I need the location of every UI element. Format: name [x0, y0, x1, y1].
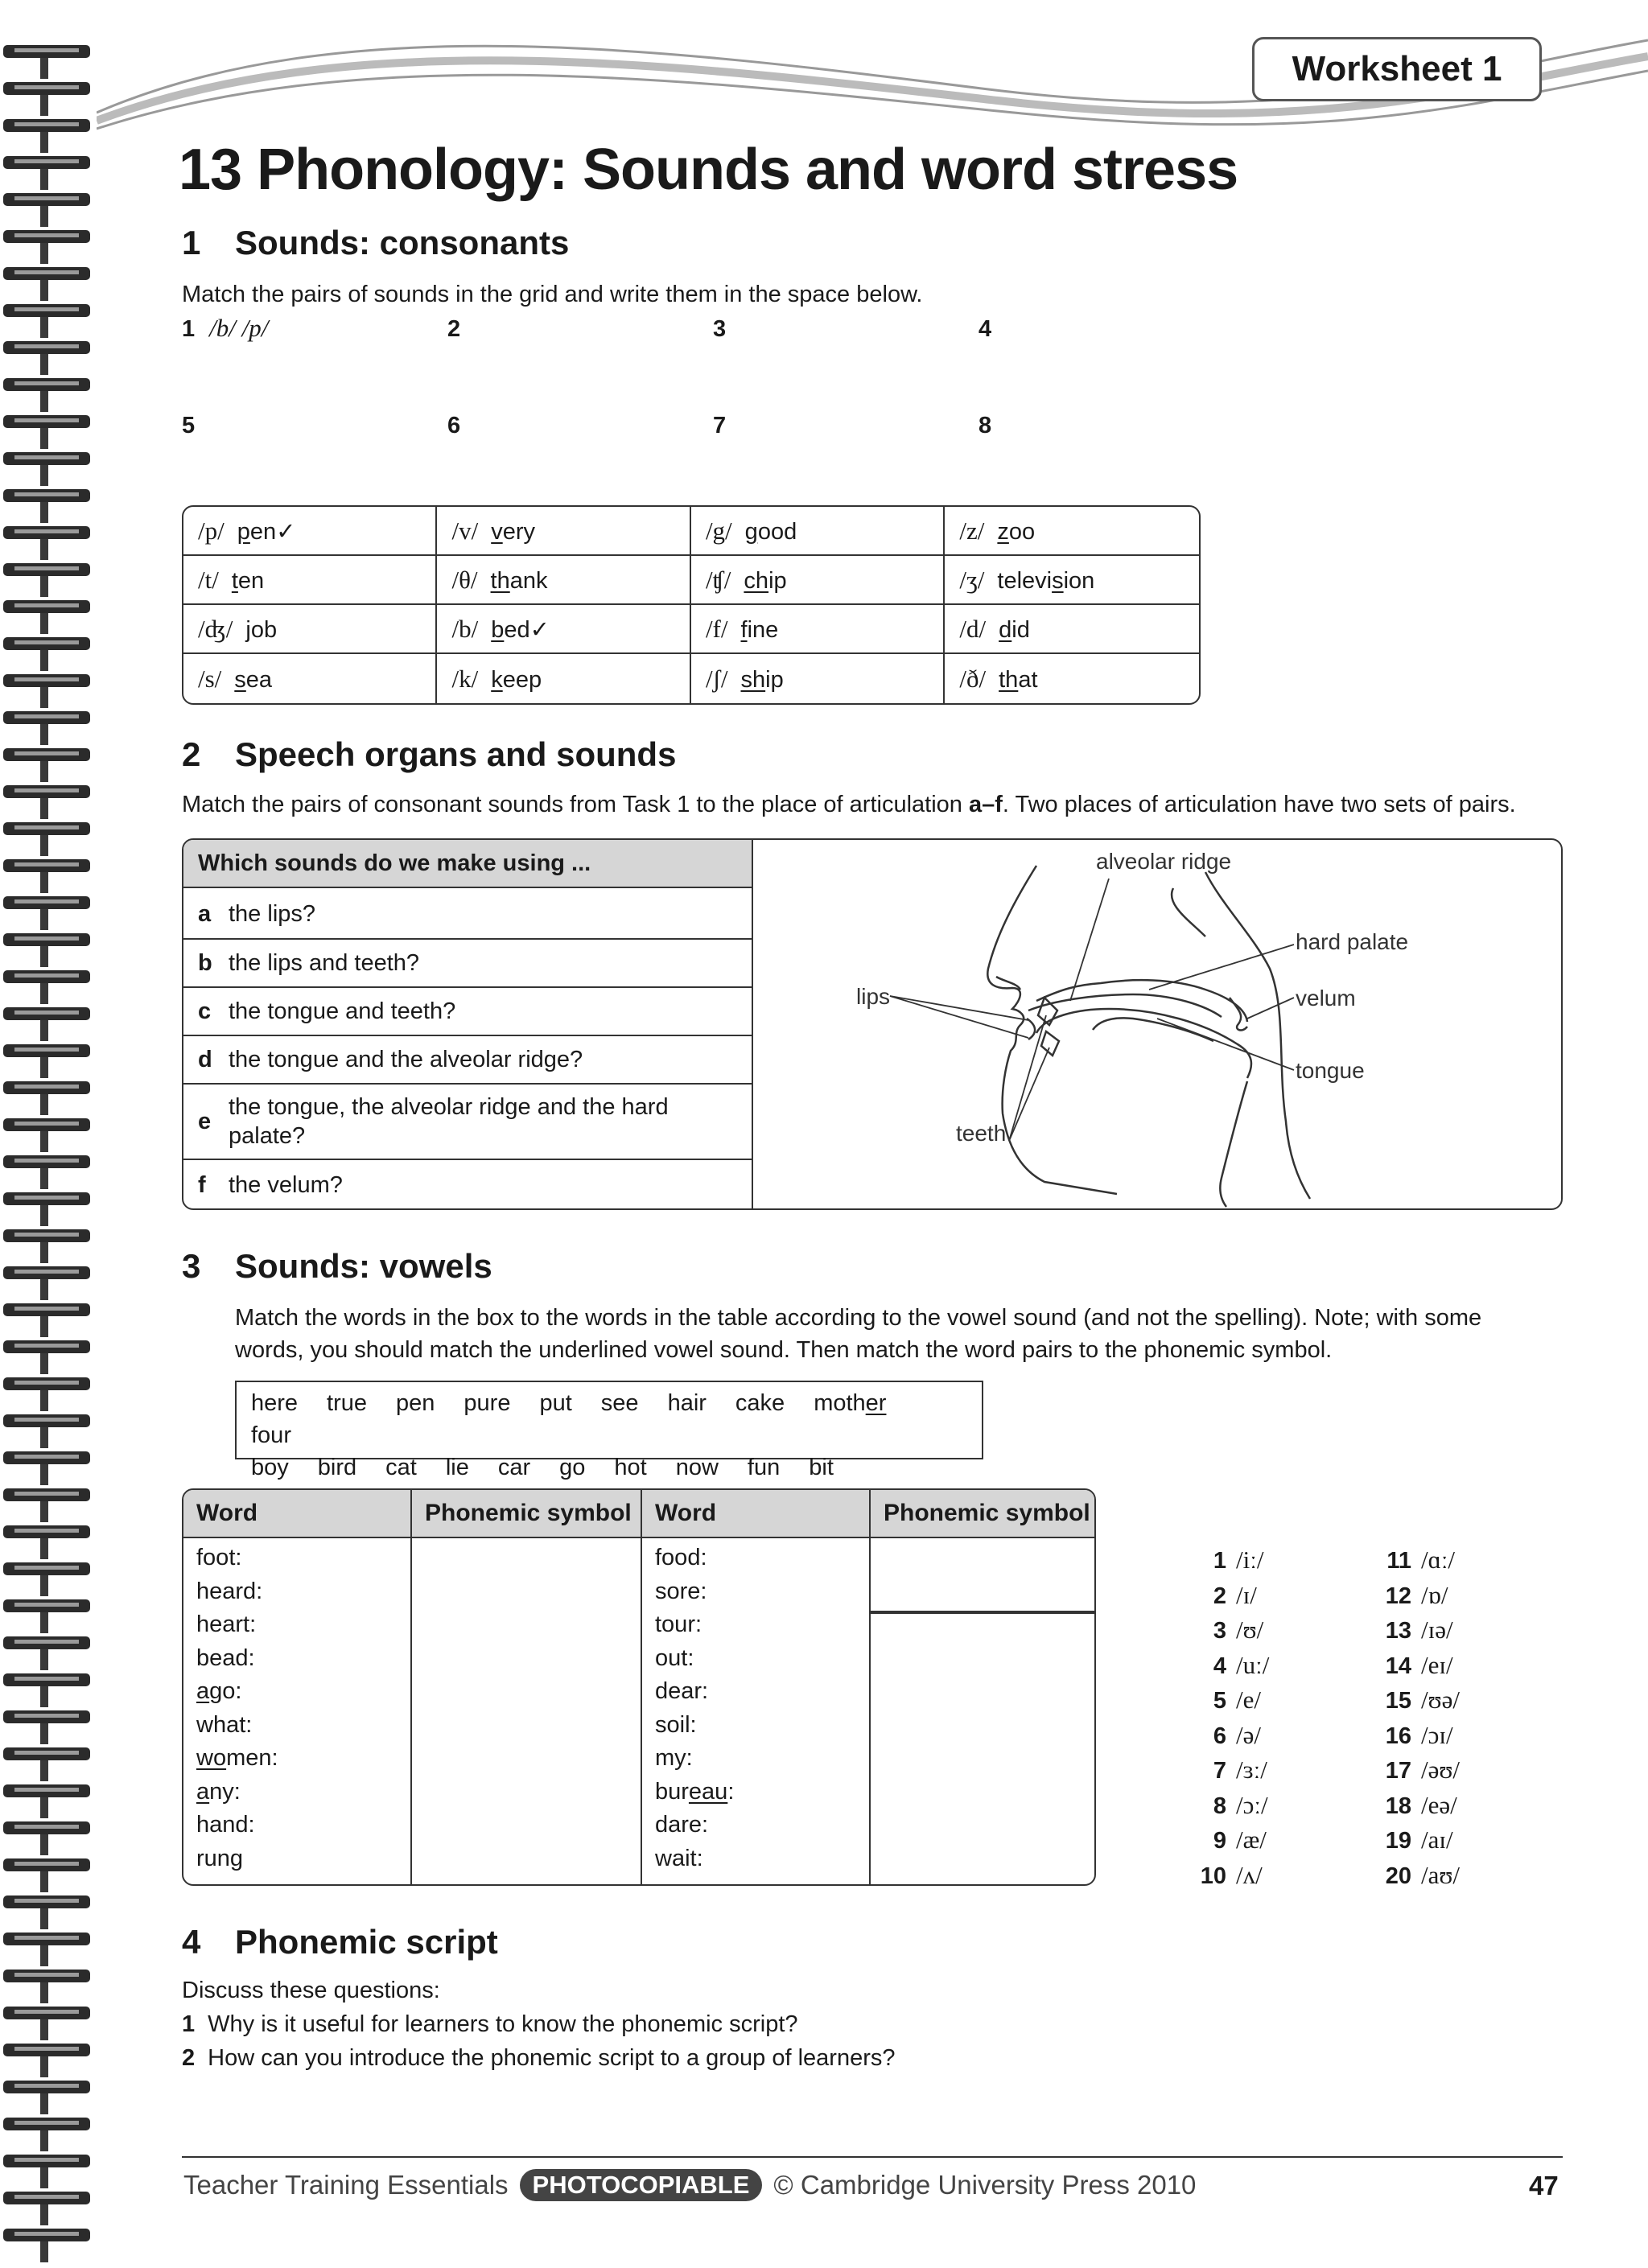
grid-cell — [183, 605, 437, 654]
box-word: bit — [809, 1455, 834, 1480]
symbol-item — [1370, 1649, 1460, 1684]
box-word: cat — [385, 1455, 417, 1480]
phonemic-symbol: /eə/ — [1421, 1790, 1457, 1819]
label-hard-palate: hard palate — [1296, 929, 1409, 954]
symbol-item — [1370, 1579, 1460, 1614]
grid-word-underlined: th — [999, 666, 1019, 693]
box-word: bird — [317, 1455, 357, 1480]
phonemic-symbol: /uː/ — [1236, 1650, 1270, 1679]
grid-word-post: oo — [1008, 518, 1036, 545]
box-word: lie — [445, 1455, 469, 1480]
symbol-item — [1194, 1579, 1269, 1614]
question-number: 2 — [182, 2045, 196, 2071]
grid-symbol: /g/ — [705, 516, 732, 545]
symbol-number: 7 — [1213, 1758, 1226, 1784]
box-word: fun — [747, 1455, 781, 1480]
grid-word-underlined: g — [744, 518, 758, 545]
grid-word-underlined: k — [491, 666, 503, 693]
section4-number: 4 — [182, 1923, 201, 1961]
underlined-vowel: a — [196, 1678, 210, 1704]
symbol-item — [1370, 1613, 1460, 1649]
section4-title: Phonemic script — [235, 1923, 498, 1961]
symbol-number: 4 — [1213, 1653, 1226, 1679]
grid-word-underlined: p — [237, 518, 250, 545]
section3-heading — [182, 1247, 492, 1286]
grid-word-post: id — [1011, 616, 1030, 643]
header-symbol-2: Phonemic symbol — [871, 1490, 1096, 1538]
grid-word-post: ank — [509, 567, 548, 594]
consonant-grid — [182, 505, 1201, 705]
section2-heading — [182, 735, 676, 774]
spiral-binding — [0, 0, 97, 2268]
symbol-number: 2 — [1213, 1583, 1226, 1609]
grid-word-underlined: th — [490, 567, 510, 594]
box-word: pen — [396, 1390, 435, 1416]
symbol-item — [1194, 1718, 1269, 1754]
row-letter: f — [198, 1172, 206, 1198]
symbol-number: 13 — [1385, 1618, 1411, 1644]
symbol-number: 14 — [1385, 1653, 1411, 1679]
symbol-number: 12 — [1385, 1583, 1411, 1609]
box-word: see — [600, 1390, 639, 1416]
box-word: hair — [667, 1390, 707, 1416]
phonemic-symbol: /əʊ/ — [1421, 1756, 1460, 1784]
table-word: my: — [655, 1745, 693, 1771]
symbol-number: 11 — [1386, 1548, 1411, 1574]
row-letter: d — [198, 1047, 212, 1072]
articulation-row-a — [183, 890, 752, 940]
table-word: rung — [196, 1845, 244, 1871]
table-word: bead: — [196, 1644, 255, 1671]
worksheet-tab: Worksheet 1 — [1252, 37, 1542, 101]
grid-word-underlined: d — [999, 616, 1012, 643]
row-letter: c — [198, 998, 212, 1024]
row-text: the lips? — [229, 901, 316, 927]
row-text: the tongue and the alveolar ridge? — [229, 1047, 583, 1072]
grid-symbol: /θ/ — [451, 565, 478, 594]
label-alveolar-ridge: alveolar ridge — [1096, 849, 1232, 874]
symbol-item — [1370, 1823, 1460, 1858]
table-word: women: — [196, 1745, 278, 1771]
box-word: four — [251, 1422, 291, 1448]
symbol-item — [1194, 1543, 1269, 1579]
phonemic-symbol: /ɜː/ — [1236, 1756, 1267, 1784]
grid-symbol: /v/ — [451, 516, 479, 545]
symbol-item — [1370, 1858, 1460, 1894]
table-word: what: — [196, 1711, 253, 1738]
answer-number: 5 — [182, 413, 196, 438]
grid-symbol: /ʃ/ — [705, 664, 728, 693]
grid-symbol: /s/ — [198, 664, 222, 693]
grid-cell — [183, 654, 437, 703]
phonemic-symbol: /aʊ/ — [1421, 1860, 1460, 1889]
phonemic-symbol: /ʊə/ — [1421, 1686, 1460, 1714]
grid-word-post: ed — [504, 616, 530, 643]
grid-word-underlined: ch — [744, 567, 769, 594]
vowel-word-box — [235, 1381, 983, 1480]
divider — [410, 1490, 412, 1886]
articulation-row-f — [183, 1160, 752, 1210]
answer-number: 3 — [713, 316, 727, 342]
copyright: © Cambridge University Press 2010 — [773, 2170, 1197, 2200]
box-word: boy — [251, 1455, 289, 1480]
grid-cell — [691, 605, 945, 654]
grid-word-post: ip — [765, 666, 784, 693]
answer-number: 4 — [978, 316, 992, 342]
table-word: any: — [196, 1778, 241, 1805]
symbol-number: 6 — [1213, 1723, 1226, 1749]
grid-symbol: /d/ — [959, 614, 987, 643]
grid-cell — [437, 507, 690, 556]
symbol-item — [1370, 1718, 1460, 1754]
articulation-row-c — [183, 988, 752, 1036]
underlined-vowel: eau — [688, 1778, 728, 1805]
phonemic-symbol: /ʊ/ — [1236, 1616, 1264, 1644]
table-word: tour: — [655, 1611, 702, 1637]
section3-instruction: Match the words in the box to the words in the table according to the vowel sound (and not the spelling). Note; with some words, you should match the underlined vowel sound. Then match the word pairs to the phonemic symbol. — [235, 1305, 1482, 1363]
grid-word-underlined: s — [234, 666, 246, 693]
section2-instruction — [182, 788, 1516, 821]
grid-symbol: /t/ — [198, 565, 219, 594]
box-word: hot — [614, 1455, 647, 1480]
phonemic-symbol: /ə/ — [1236, 1720, 1261, 1749]
box-word: cake — [735, 1390, 785, 1416]
page-title: 13 Phonology: Sounds and word stress — [179, 138, 1238, 202]
symbol-number: 17 — [1385, 1758, 1411, 1784]
box-word: car — [497, 1455, 531, 1480]
symbol-item — [1370, 1683, 1460, 1718]
row-text: the tongue, the alveolar ridge and the hard palate? — [229, 1094, 669, 1149]
symbol-number: 1 — [1213, 1548, 1226, 1574]
vocal-tract-diagram — [755, 840, 1563, 1210]
symbol-number: 5 — [1213, 1688, 1226, 1714]
answer-slot — [978, 312, 1006, 345]
grid-word-post: en — [237, 567, 265, 594]
section1-heading — [182, 224, 569, 262]
answer-number: 8 — [978, 413, 992, 438]
row-letter: b — [198, 950, 212, 976]
symbol-item — [1194, 1683, 1269, 1718]
phonemic-symbol: /ʌ/ — [1236, 1860, 1263, 1889]
instruction-bold: a–f — [968, 792, 1003, 817]
grid-symbol: /ʤ/ — [198, 614, 233, 643]
grid-word-post: eep — [502, 666, 542, 693]
answer-slot — [447, 409, 475, 442]
box-word: put — [539, 1390, 572, 1416]
table-word: out: — [655, 1644, 694, 1671]
box-word: now — [675, 1455, 719, 1480]
grid-cell — [437, 654, 690, 703]
symbol-number: 8 — [1213, 1793, 1226, 1819]
articulation-table-header: Which sounds do we make using ... — [183, 840, 752, 888]
section2-title: Speech organs and sounds — [235, 735, 677, 773]
label-velum: velum — [1296, 986, 1356, 1011]
grid-word-underlined: v — [491, 518, 503, 545]
symbol-item — [1194, 1613, 1269, 1649]
grid-cell — [437, 605, 690, 654]
label-tongue: tongue — [1296, 1058, 1365, 1083]
phonemic-symbol: /ɪ/ — [1236, 1580, 1257, 1609]
symbol-number: 18 — [1385, 1793, 1411, 1819]
grid-cell — [945, 654, 1199, 703]
grid-symbol: /p/ — [198, 516, 225, 545]
row-letter: a — [198, 901, 212, 927]
grid-symbol: /ʧ/ — [705, 565, 731, 594]
grid-cell — [691, 556, 945, 605]
articulation-table — [183, 840, 753, 1210]
grid-word-pre: televi — [997, 567, 1053, 594]
phonemic-symbol: /ɔɪ/ — [1421, 1720, 1453, 1749]
grid-word-underlined: t — [231, 567, 238, 594]
underlined-vowel: a — [196, 1778, 210, 1805]
thick-divider — [869, 1611, 1096, 1614]
grid-cell — [183, 556, 437, 605]
row-text: the velum? — [229, 1172, 343, 1198]
table-word: heard: — [196, 1578, 263, 1604]
phonemic-symbol: /e/ — [1236, 1686, 1261, 1714]
tick-mark: ✓ — [276, 518, 296, 545]
underlined-vowel: wo — [196, 1745, 227, 1771]
section1-title: Sounds: consonants — [235, 224, 570, 261]
grid-word-underlined: z — [997, 518, 1009, 545]
answer-slot — [447, 312, 475, 345]
header-symbol-1: Phonemic symbol — [412, 1490, 641, 1538]
question-number: 1 — [182, 2011, 196, 2037]
grid-word-post: ery — [502, 518, 535, 545]
vowel-box-row-2 — [251, 1451, 982, 1484]
grid-word-underlined: f — [740, 616, 748, 643]
symbol-number: 9 — [1213, 1828, 1226, 1854]
box-word: pure — [464, 1390, 511, 1416]
tick-mark: ✓ — [529, 616, 550, 643]
grid-word-post: ine — [747, 616, 779, 643]
grid-row — [183, 605, 1199, 654]
grid-row — [183, 654, 1199, 703]
symbol-item — [1194, 1823, 1269, 1858]
answer-number: 1 — [182, 316, 196, 342]
articulation-row-e — [183, 1085, 752, 1160]
table-word: sore: — [655, 1578, 707, 1604]
box-word: mother — [814, 1387, 886, 1419]
question-item — [182, 2008, 798, 2040]
symbol-number: 3 — [1213, 1618, 1226, 1644]
symbol-number: 20 — [1385, 1863, 1411, 1889]
phonemic-symbol: /ɑː/ — [1421, 1546, 1456, 1574]
instruction-post: . Two places of articulation have two sets of pairs. — [1002, 792, 1516, 817]
table-word: hand: — [196, 1812, 255, 1838]
page-number: 47 — [1529, 2171, 1559, 2200]
section4-intro: Discuss these questions: — [182, 1978, 440, 2003]
footer-credits — [183, 2169, 1196, 2201]
row-text: the tongue and teeth? — [229, 998, 456, 1024]
grid-word-underlined: j — [245, 616, 251, 643]
answer-slot — [182, 409, 209, 442]
symbol-item — [1194, 1788, 1269, 1824]
symbol-list-left — [1194, 1543, 1269, 1893]
book-title: Teacher Training Essentials — [183, 2170, 509, 2200]
symbol-item — [1370, 1753, 1460, 1788]
grid-cell — [945, 507, 1199, 556]
table-word: wait: — [655, 1845, 703, 1871]
grid-cell — [691, 507, 945, 556]
box-word-underline: er — [865, 1390, 887, 1416]
header-word-1: Word — [183, 1490, 410, 1538]
section1-instruction: Match the pairs of sounds in the grid and write them in the space below. — [182, 282, 923, 307]
articulation-row-b — [183, 940, 752, 988]
question-text: How can you introduce the phonemic script to a group of learners? — [208, 2045, 896, 2071]
symbol-item — [1370, 1543, 1460, 1579]
grid-symbol: /z/ — [959, 516, 985, 545]
section2-number: 2 — [182, 735, 201, 773]
question-item — [182, 2042, 896, 2074]
grid-word-underlined: s — [1052, 567, 1064, 594]
answer-slot — [713, 312, 740, 345]
section3-title: Sounds: vowels — [235, 1247, 492, 1285]
grid-word-post: ip — [768, 567, 787, 594]
divider — [869, 1490, 871, 1886]
vowel-table — [182, 1488, 1096, 1886]
phonemic-symbol: /eɪ/ — [1421, 1650, 1453, 1679]
grid-symbol: /ʒ/ — [959, 565, 985, 594]
grid-cell — [183, 507, 437, 556]
phonemic-symbol: /iː/ — [1236, 1546, 1264, 1574]
phonemic-symbol: /aɪ/ — [1421, 1826, 1453, 1854]
table-word: ago: — [196, 1678, 242, 1704]
row-letter: e — [198, 1109, 212, 1134]
section4-heading — [182, 1923, 498, 1961]
grid-word-post: ob — [250, 616, 278, 643]
answer-number: 7 — [713, 413, 727, 438]
table-word: heart: — [196, 1611, 257, 1637]
answer-slot — [182, 312, 268, 345]
table-word: bureau: — [655, 1778, 735, 1805]
box-word: true — [327, 1390, 368, 1416]
grid-symbol: /b/ — [451, 614, 479, 643]
word-column-2 — [642, 1541, 869, 1875]
grid-word-post: ion — [1063, 567, 1095, 594]
symbol-item — [1194, 1858, 1269, 1894]
symbol-item — [1194, 1649, 1269, 1684]
grid-word-underlined: sh — [740, 666, 766, 693]
grid-row — [183, 507, 1199, 556]
vowel-box-row-1 — [251, 1387, 982, 1451]
answer-slot — [713, 409, 740, 442]
symbol-item — [1370, 1788, 1460, 1824]
box-word: go — [559, 1455, 586, 1480]
grid-cell — [437, 556, 690, 605]
box-word: here — [251, 1390, 299, 1416]
grid-word-underlined: b — [491, 616, 505, 643]
answer-slot — [978, 409, 1006, 442]
label-teeth: teeth — [956, 1121, 1007, 1146]
header-word-2: Word — [642, 1490, 869, 1538]
articulation-row-d — [183, 1036, 752, 1085]
symbol-number: 10 — [1200, 1863, 1226, 1889]
answer-number: 6 — [447, 413, 461, 438]
grid-cell — [691, 654, 945, 703]
table-word: food: — [655, 1545, 707, 1570]
grid-cell — [945, 556, 1199, 605]
question-text: Why is it useful for learners to know the phonemic script? — [208, 2011, 798, 2037]
footer-rule — [182, 2156, 1563, 2158]
grid-word-post: en — [249, 518, 277, 545]
table-word: soil: — [655, 1711, 697, 1738]
grid-symbol: /k/ — [451, 664, 479, 693]
word-column-1 — [183, 1541, 410, 1875]
grid-word-post: ea — [245, 666, 273, 693]
phonemic-symbol: /æ/ — [1236, 1826, 1267, 1854]
grid-symbol: /ð/ — [959, 664, 987, 693]
symbol-number: 19 — [1385, 1828, 1411, 1854]
grid-row — [183, 556, 1199, 605]
instruction-pre: Match the pairs of consonant sounds from Task 1 to the place of articulation — [182, 792, 969, 817]
phonemic-symbol: /ɒ/ — [1421, 1580, 1448, 1609]
label-lips: lips — [856, 984, 891, 1009]
symbol-number: 16 — [1385, 1723, 1411, 1749]
photocopiable-badge: PHOTOCOPIABLE — [520, 2169, 763, 2201]
grid-symbol: /f/ — [705, 614, 728, 643]
speech-organs-box — [182, 838, 1563, 1210]
grid-cell — [945, 605, 1199, 654]
answer-example: /b/ /p/ — [209, 314, 269, 342]
table-word: dear: — [655, 1678, 709, 1704]
phonemic-symbol: /ɪə/ — [1421, 1616, 1453, 1644]
table-word: dare: — [655, 1812, 709, 1838]
symbol-item — [1194, 1753, 1269, 1788]
section1-number: 1 — [182, 224, 201, 261]
section3-number: 3 — [182, 1247, 201, 1285]
grid-word-post: at — [1018, 666, 1038, 693]
answer-number: 2 — [447, 316, 461, 342]
symbol-number: 15 — [1385, 1688, 1411, 1714]
symbol-list-right — [1370, 1543, 1460, 1893]
phonemic-symbol: /ɔː/ — [1236, 1790, 1268, 1819]
grid-word-post: ood — [757, 518, 797, 545]
row-text: the lips and teeth? — [229, 950, 420, 976]
table-word: foot: — [196, 1545, 242, 1570]
